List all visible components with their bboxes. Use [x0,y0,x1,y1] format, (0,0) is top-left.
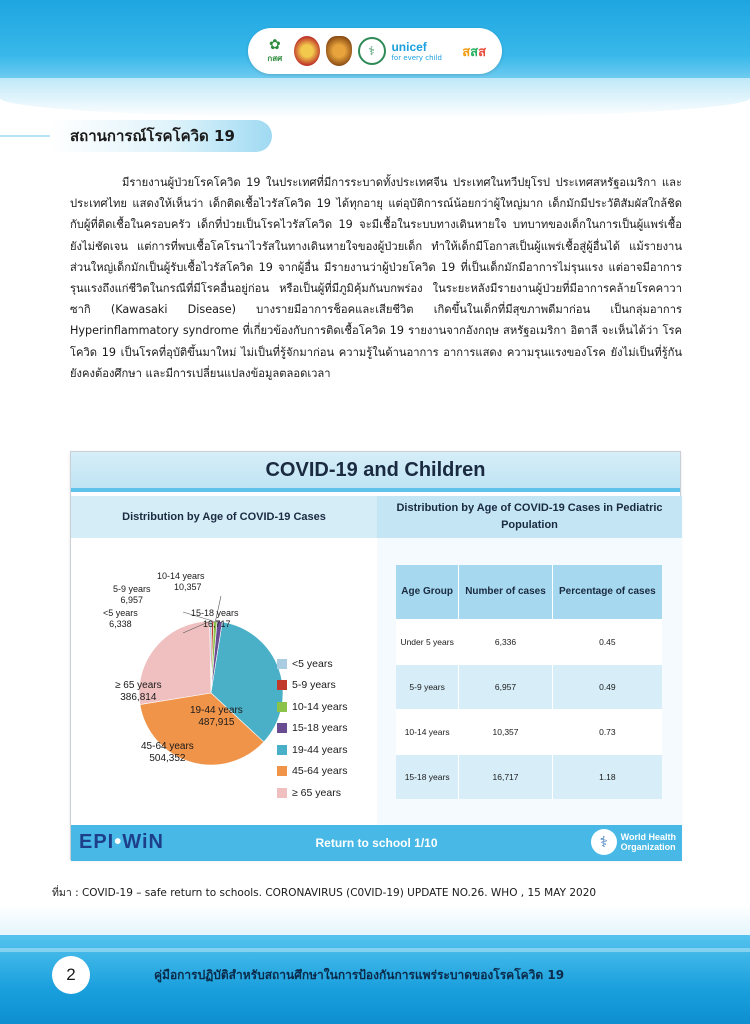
sss-char-1: ส [462,44,471,60]
column-header: Percentage of cases [553,565,662,619]
legend-label: 10-14 years [292,700,348,713]
footer-title: คู่มือการปฏิบัติสำหรับสถานศึกษาในการป้องกันการแพร่ระบาดของโรคโควิด 19 [154,968,565,982]
legend-label: ≥ 65 years [292,786,341,799]
header-wave [0,78,750,118]
leaf-icon: ✿ [268,36,281,53]
pie-label-value: 6,957 [120,595,144,605]
legend-swatch [277,723,287,733]
legend-label: 19-44 years [292,743,348,756]
moph-logo: ⚕ [358,37,386,65]
pie-label-10-14 [157,571,205,593]
table-cell: 0.49 [553,664,662,709]
pie-label-text: <5 years [103,608,138,618]
table-cell: 0.45 [553,619,662,664]
table-cell: 10-14 years [396,709,459,754]
pie-label-45-64 [141,741,194,765]
pie-label-15-18 [191,608,239,630]
pie-legend [277,653,347,804]
table-header-row [396,565,662,619]
table-row [396,664,662,709]
pie-label-value: 487,915 [198,717,235,728]
pie-label-text: 10-14 years [157,571,205,581]
legend-item [277,696,347,718]
pie-label-value: 6,338 [109,619,132,629]
pie-label-text: 15-18 years [191,608,239,618]
pie-heading: Distribution by Age of COVID-19 Cases [71,496,377,538]
pie-label-text: 45-64 years [141,741,194,752]
footer-stripe [0,948,750,952]
legend-swatch [277,659,287,669]
legend-item [277,653,347,675]
sss-char-3: ส [478,44,487,60]
unicef-tagline: for every child [391,54,442,62]
pie-label-text: 19-44 years [190,705,243,716]
pie-label-text: ≥ 65 years [115,680,162,691]
legend-label: <5 years [292,657,333,670]
pie-label-19-44 [190,705,243,729]
column-header: Age Group [396,565,459,619]
table-cell: 6,957 [459,664,552,709]
pie-label-under-5 [103,608,138,630]
legend-swatch [277,766,287,776]
unicef-logo [391,36,453,66]
pie-panel [71,538,377,825]
kss-logo [261,36,289,66]
table-panel [377,538,682,825]
obec-emblem [326,36,352,66]
legend-item [277,739,347,761]
pie-label-value: 16,717 [203,619,231,629]
table-cell: 6,336 [459,619,552,664]
partner-logos [248,28,502,74]
legend-label: 15-18 years [292,722,348,735]
pie-label-value: 504,352 [149,753,186,764]
unicef-name: unicef [391,40,427,54]
table-row [396,754,662,799]
infographic-title: COVID-19 and Children [71,452,680,492]
infographic-footer [71,825,682,861]
legend-item [277,718,347,740]
table-cell: Under 5 years [396,619,459,664]
kss-label: กสศ [267,53,283,63]
table-heading: Distribution by Age of COVID-19 Cases in Pediatric Population [377,496,682,538]
who-logo [591,829,676,855]
legend-item [277,782,347,804]
pie-label-value: 10,357 [174,582,202,592]
pie-label-5-9 [113,584,151,606]
table-cell: 10,357 [459,709,552,754]
epiwin-dot: • [114,831,123,853]
globe-icon: ⚕ [591,829,617,855]
thaihealth-logo [459,36,489,66]
pie-label-value: 386,814 [120,692,157,703]
table-cell: 0.73 [553,709,662,754]
body-paragraph: มีรายงานผู้ป่วยโรคโควิด 19 ในประเทศที่มีการระบาดทั้งประเทศจีน ประเทศในทวีปยุโรป ประเทศสหรัฐอเมริกา และประเทศไทย แสดงให้เห็นว่า เด็กติดเชื้อไวรัสโควิด 19 ได้ทุกอายุ แต่อุบัติการณ์น้อยกว่าผู้ใหญ่มาก เด็กมักมีประวัติสัมผัสใกล้ชิดกับผู้ที่ติดเชื้อในครอบครัว เด็กที่ป่วยเป็นโรคไวรัสโควิด 19 จะมีเชื้อในระบบทางเดินหายใจ บทบาทของเด็กในการเป็นผู้แพร่เชื้อยังไม่ชัดเจน แต่การที่พบเชื้อโคโรนาไวรัสในทางเดินหายใจของผู้ป่วยเด็ก ทำให้เด็กมีโอกาสเป็นผู้แพร่เชื้อสู่ผู้อื่นได้ แม้รายงานส่วนใหญ่เด็กมักเป็นผู้รับเชื้อไวรัสโควิด 19 จากผู้อื่น มีรายงานว่าผู้ป่วยโควิด 19 ที่เป็นเด็กมักมีอาการไม่รุนแรง แต่อาจมีอาการรุนแรงถึงแก่ชีวิตในกรณีที่มีโรคอื่นอยู่ก่อน หรือเป็นผู้ที่มีภูมิคุ้มกันบกพร่อง ในระยะหลังมีรายงานผู้ป่วยที่มีอาการคล้ายโรคคาวาซากิ (Kawasaki Disease) บางรายมีอาการช็อคและเสียชีวิต เกิดขึ้นในเด็กที่มีสุขภาพดีมาก่อน เป็นกลุ่มอาการ Hyperinflammatory syndrome ที่เกี่ยวข้องกับการติดเชื้อโควิด 19 รายงานจากอังกฤษ สหรัฐอเมริกา อิตาลี จะเห็นได้ว่า โรคโควิด 19 เป็นโรคที่อุบัติขึ้นมาใหม่ ไม่เป็นที่รู้จักมาก่อน ความรู้ในด้านอาการ อาการแสดง ความรุนแรงของโรค ยังไม่เป็นที่รู้กันยังคงต้องศึกษา และมีการเปลี่ยนแปลงข้อมูลตลอดเวลา [70,176,682,380]
moe-emblem [294,36,320,66]
source-citation: ที่มา : COVID-19 – safe return to schools. CORONAVIRUS (C0VID-19) UPDATE NO.26. WHO , 15 MAY 2020 [52,887,597,899]
epiwin-left: EPI [79,831,115,853]
return-to-school-label: Return to school 1/10 [315,836,438,850]
table-row [396,619,662,664]
epiwin-right: WiN [122,831,164,853]
column-header: Number of cases [459,565,552,619]
sss-char-2: ส [470,44,479,60]
who-wordmark [621,832,676,852]
table-cell: 16,717 [459,754,552,799]
who-line-2: Organization [620,842,676,852]
page-number: 2 [52,956,90,994]
legend-label: 45-64 years [292,765,348,778]
section-title: สถานการณ์โรคโควิด 19 [50,120,272,152]
table-cell: 1.18 [553,754,662,799]
legend-swatch [277,788,287,798]
legend-swatch [277,680,287,690]
pie-label-65-plus [115,680,162,704]
legend-label: 5-9 years [292,679,336,692]
covid-children-infographic [70,451,681,860]
table-row [396,709,662,754]
table-cell: 5-9 years [396,664,459,709]
pie-label-text: 5-9 years [113,584,151,594]
legend-item [277,675,347,697]
table-cell: 15-18 years [396,754,459,799]
pediatric-age-table [396,565,662,799]
who-line-1: World Health [620,832,676,842]
legend-swatch [277,745,287,755]
legend-item [277,761,347,783]
legend-swatch [277,702,287,712]
